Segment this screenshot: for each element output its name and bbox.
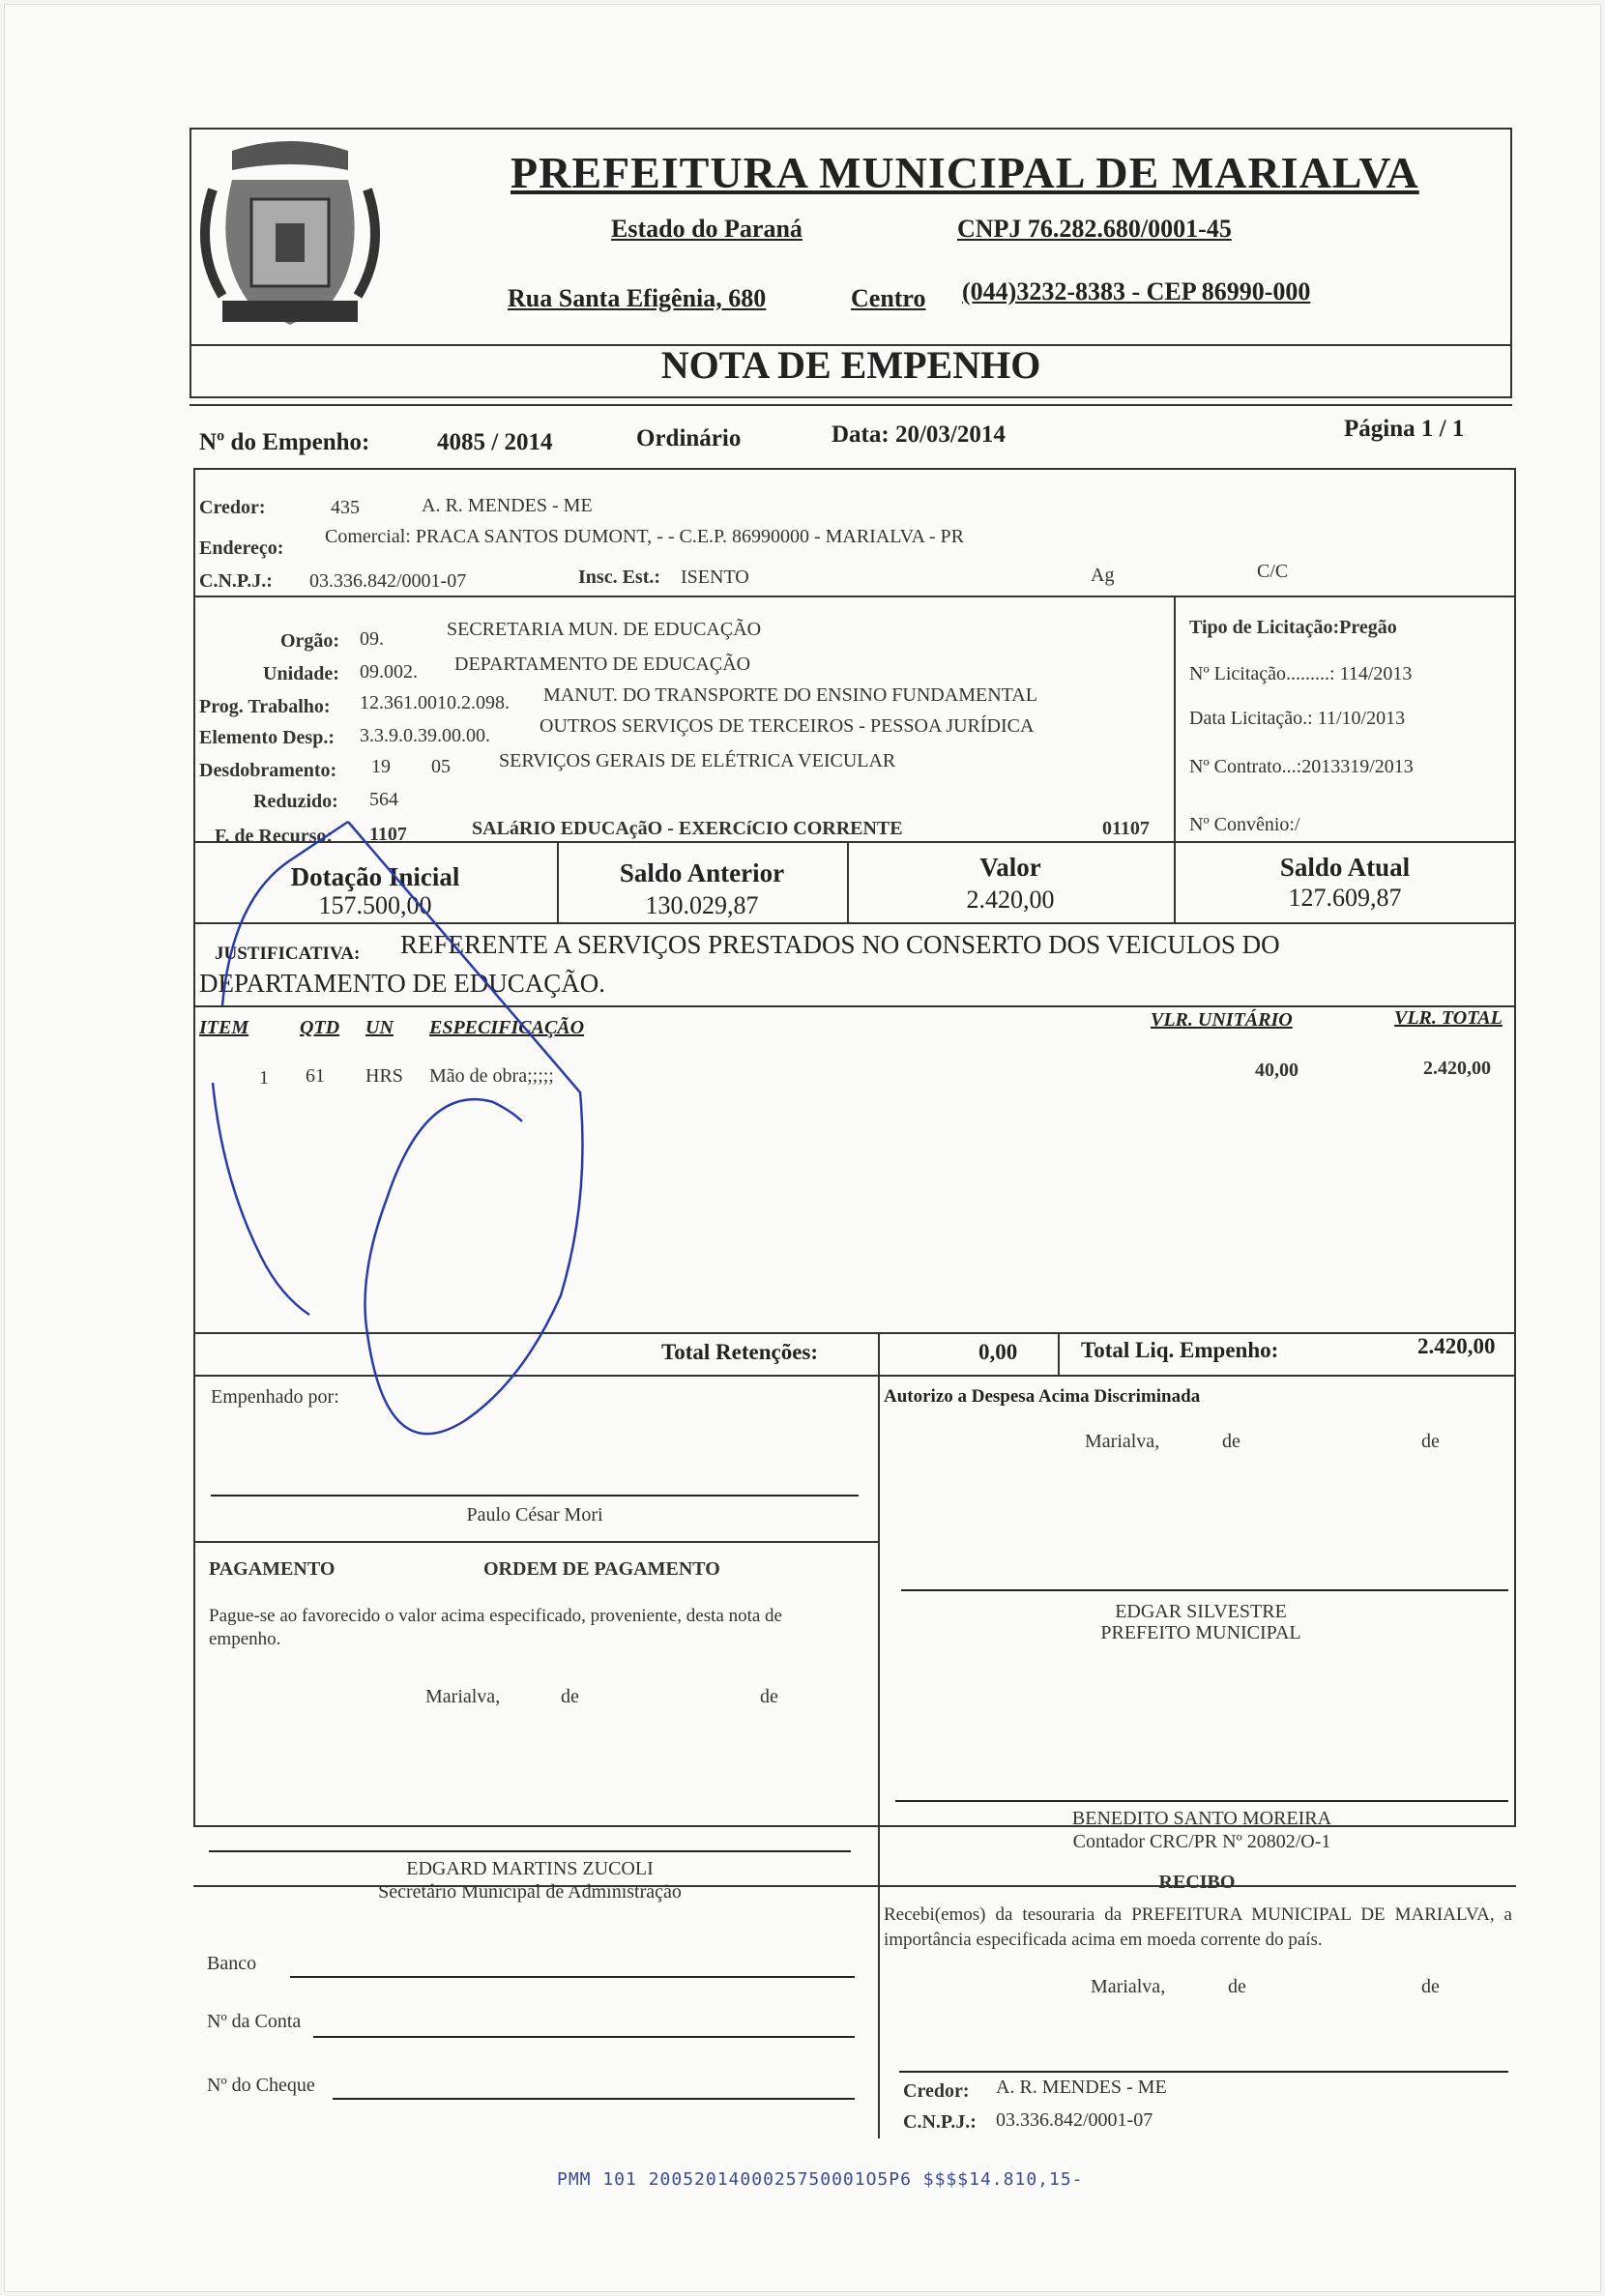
licitacao-tipo: Tipo de Licitação:Pregão — [1189, 617, 1397, 638]
recibo-label: RECIBO — [1158, 1872, 1236, 1893]
col-un: UN — [365, 1017, 394, 1038]
header-address: Rua Santa Efigênia, 680 — [508, 284, 767, 312]
pagamento-de-1: de — [561, 1686, 579, 1707]
licitacao-contrato: Nº Contrato...:2013319/2013 — [1189, 756, 1414, 777]
desdobramento-code1: 19 — [371, 756, 391, 777]
credor-name: A. R. MENDES - ME — [422, 495, 593, 516]
unidade-name: DEPARTAMENTO DE EDUCAÇÃO — [454, 654, 751, 675]
reduzido-value: 564 — [369, 789, 398, 810]
cheque-label: Nº do Cheque — [207, 2075, 315, 2096]
autorizo-de-1: de — [1222, 1431, 1240, 1452]
valor-value: 2.420,00 — [966, 886, 1055, 914]
contador-title: Contador CRC/PR Nº 20802/O-1 — [1072, 1831, 1331, 1852]
credor-address: Comercial: PRACA SANTOS DUMONT, - - C.E.P. 86990000 - MARIALVA - PR — [325, 526, 964, 547]
justificativa-line1: REFERENTE A SERVIÇOS PRESTADOS NO CONSERTO DOS VEICULOS DO — [400, 930, 1280, 959]
recibo-text: Recebi(emos) da tesouraria da PREFEITURA MUNICIPAL DE MARIALVA, a importância especificada acima em moeda corrente do país. — [884, 1904, 1512, 1950]
licitacao-numero: Nº Licitação.........: 114/2013 — [1189, 663, 1413, 684]
item-number: 1 — [259, 1067, 269, 1089]
credor-cnpj: 03.336.842/0001-07 — [309, 570, 467, 592]
ordem-pagamento-label: ORDEM DE PAGAMENTO — [483, 1558, 720, 1580]
recibo-cnpj: 03.336.842/0001-07 — [996, 2109, 1153, 2131]
handwritten-ink-mark — [193, 793, 619, 1469]
licitacao-data: Data Licitação.: 11/10/2013 — [1189, 708, 1406, 729]
col-vlr-unitario: VLR. UNITÁRIO — [1151, 1009, 1293, 1031]
autorizo-text: Autorizo a Despesa Acima Discriminada — [884, 1386, 1201, 1407]
item-unit-price: 40,00 — [1255, 1060, 1299, 1081]
col-item: ITEM — [199, 1017, 249, 1038]
justificativa-line2: DEPARTAMENTO DE EDUCAÇÃO. — [199, 969, 605, 998]
saldo-atual-label: Saldo Atual — [1279, 853, 1411, 882]
saldo-anterior-label: Saldo Anterior — [619, 858, 785, 887]
empenho-number: 4085 / 2014 — [437, 429, 553, 455]
item-espec: Mão de obra;;;;; — [429, 1065, 554, 1087]
prog-name: MANUT. DO TRANSPORTE DO ENSINO FUNDAMENTAL — [543, 684, 1037, 706]
empenho-type: Ordinário — [636, 425, 742, 451]
valor-label: Valor — [979, 853, 1041, 882]
contador-name: BENEDITO SANTO MOREIRA — [1071, 1808, 1332, 1829]
cc-label: C/C — [1257, 561, 1289, 582]
prog-code: 12.361.0010.2.098. — [360, 692, 510, 713]
autorizo-de-2: de — [1421, 1431, 1440, 1452]
dotacao-value: 157.500,00 — [318, 891, 432, 919]
item-qtd: 61 — [306, 1065, 325, 1087]
elemento-code: 3.3.9.0.39.00.00. — [360, 725, 490, 746]
retencoes-label: Total Retenções: — [661, 1340, 819, 1364]
header-phone-cep: (044)3232-8383 - CEP 86990-000 — [962, 277, 1311, 305]
unidade-label: Unidade: — [263, 663, 339, 684]
recibo-city: Marialva, — [1091, 1976, 1166, 1997]
item-un: HRS — [365, 1065, 403, 1087]
liquido-value: 2.420,00 — [1417, 1334, 1496, 1358]
address-label: Endereço: — [199, 538, 284, 559]
banco-line — [290, 1976, 855, 1978]
elemento-name: OUTROS SERVIÇOS DE TERCEIROS - PESSOA JURÍDICA — [540, 715, 1035, 737]
header-district: Centro — [851, 284, 926, 312]
unidade-code: 09.002. — [360, 661, 418, 683]
empenho-label: Nº do Empenho: — [199, 429, 370, 455]
liquido-label: Total Liq. Empenho: — [1081, 1338, 1279, 1362]
footer-code: PMM 101 2005201400025750001O5P6 $$$$14.810,15- — [557, 2169, 1084, 2190]
document-title: NOTA DE EMPENHO — [660, 343, 1041, 387]
cheque-line — [333, 2098, 855, 2100]
orgao-label: Orgão: — [280, 630, 340, 652]
retencoes-value: 0,00 — [978, 1340, 1018, 1364]
desdobramento-code2: 05 — [431, 756, 451, 777]
recibo-cnpj-label: C.N.P.J.: — [903, 2111, 977, 2133]
item-total: 2.420,00 — [1423, 1058, 1491, 1079]
col-qtd: QTD — [300, 1017, 340, 1038]
insc-label: Insc. Est.: — [578, 567, 661, 588]
coat-of-arms-icon — [193, 131, 387, 344]
empenho-date: Data: 20/03/2014 — [832, 421, 1006, 448]
ag-label: Ag — [1091, 565, 1115, 586]
dotacao-label: Dotação Inicial — [290, 862, 460, 891]
credor-code: 435 — [331, 497, 360, 518]
state-name: Estado do Paraná — [611, 215, 802, 243]
pagamento-label: PAGAMENTO — [209, 1558, 336, 1580]
desdobramento-name: SERVIÇOS GERAIS DE ELÉTRICA VEICULAR — [499, 750, 896, 771]
pagamento-city: Marialva, — [425, 1686, 501, 1707]
credor-label: Credor: — [199, 497, 266, 518]
secretario-title: Secretário Municipal de Administração — [378, 1881, 682, 1903]
recurso-label: F. de Recurso: — [215, 826, 334, 847]
col-vlr-total: VLR. TOTAL — [1394, 1007, 1503, 1029]
pagamento-de-2: de — [760, 1686, 778, 1707]
autorizo-city: Marialva, — [1085, 1431, 1160, 1452]
prefeito-title: PREFEITO MUNICIPAL — [1100, 1622, 1301, 1643]
elemento-label: Elemento Desp.: — [199, 727, 335, 748]
orgao-name: SECRETARIA MUN. DE EDUCAÇÃO — [447, 619, 762, 640]
orgao-code: 09. — [360, 628, 384, 650]
empenhado-name: Paulo César Mori — [466, 1504, 603, 1526]
saldo-anterior-value: 130.029,87 — [645, 891, 759, 919]
recurso-number: 01107 — [1102, 818, 1150, 839]
conta-label: Nº da Conta — [207, 2011, 302, 2032]
conta-line — [313, 2036, 855, 2038]
municipality-title: PREFEITURA MUNICIPAL DE MARIALVA — [511, 148, 1419, 197]
col-espec: ESPECIFICAÇÃO — [429, 1017, 585, 1038]
pague-text: Pague-se ao favorecido o valor acima especificado, proveniente, desta nota de empenho. — [209, 1606, 782, 1649]
recibo-credor-name: A. R. MENDES - ME — [996, 2077, 1167, 2098]
desdobramento-label: Desdobramento: — [199, 760, 337, 781]
recurso-code: 1107 — [369, 824, 407, 845]
recurso-name: SALáRIO EDUCAçãO - EXERCíCIO CORRENTE — [472, 818, 903, 839]
reduzido-label: Reduzido: — [253, 791, 338, 812]
header-cnpj: CNPJ 76.282.680/0001-45 — [957, 215, 1232, 243]
prog-label: Prog. Trabalho: — [199, 696, 331, 717]
recibo-de-2: de — [1421, 1976, 1440, 1997]
cnpj-label: C.N.P.J.: — [199, 570, 273, 592]
insc-value: ISENTO — [681, 567, 749, 588]
banco-label: Banco — [207, 1953, 257, 1974]
empenhado-label: Empenhado por: — [211, 1386, 339, 1408]
licitacao-convenio: Nº Convênio:/ — [1189, 814, 1300, 835]
saldo-atual-value: 127.609,87 — [1288, 884, 1402, 912]
recibo-de-1: de — [1228, 1976, 1246, 1997]
recibo-credor-label: Credor: — [903, 2080, 970, 2102]
prefeito-name: EDGAR SILVESTRE — [1115, 1601, 1287, 1622]
justificativa-label: JUSTIFICATIVA: — [215, 944, 361, 964]
secretario-name: EDGARD MARTINS ZUCOLI — [406, 1858, 654, 1879]
page-number: Página 1 / 1 — [1344, 416, 1465, 442]
